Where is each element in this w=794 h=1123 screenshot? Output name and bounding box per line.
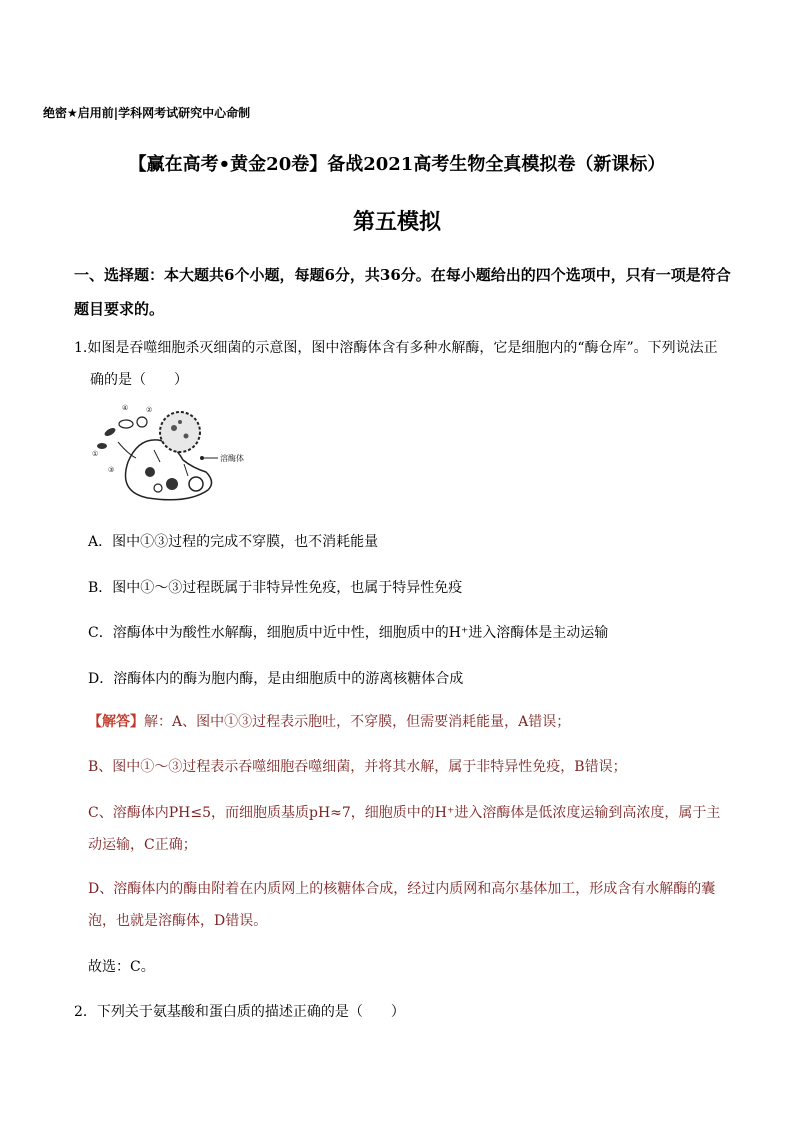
answer-line-b: B、图中①～③过程表示吞噬细胞吞噬细菌，并将其水解，属于非特异性免疫，B错误； (88, 759, 627, 775)
question-2-stem: 2．下列关于氨基酸和蛋白质的描述正确的是（ ） (74, 1004, 405, 1020)
svg-text:④: ④ (122, 404, 129, 412)
answer-line-d: D、溶酶体内的酶由附着在内质网上的核糖体合成，经过内质网和高尔基体加工，形成含有水解酶的囊泡，也就是溶酶体，D错误。 (88, 881, 716, 929)
phagocytosis-diagram (88, 402, 263, 510)
question-1-stem-line2: 确的是（ ） (90, 372, 188, 388)
answer-label: 【解答】 (88, 714, 144, 730)
svg-text:②: ② (146, 406, 153, 414)
svg-text:③: ③ (108, 466, 115, 474)
bacterium-circle (160, 412, 200, 452)
question-1-stem (74, 332, 734, 396)
option-b: B．图中①～③过程既属于非特异性免疫，也属于特异性免疫 (88, 580, 463, 596)
bacterium-small-1 (103, 426, 116, 437)
option-d: D．溶酶体内的酶为胞内酶，是由细胞质中的游离核糖体合成 (88, 671, 464, 687)
bacterium-small-2 (97, 443, 107, 449)
svg-text:①: ① (92, 450, 99, 458)
section-instructions: 一、选择题：本大题共6个小题，每题6分，共36分。在每小题给出的四个选项中，只有一项是符合题目要求的。 (74, 266, 731, 318)
exam-title: 【赢在高考•黄金20卷】备战2021高考生物全真模拟卷（新课标） (128, 154, 666, 175)
answer-line-a (88, 706, 728, 738)
answer-conclusion: 故选：C。 (88, 959, 155, 975)
option-a: A．图中①③过程的完成不穿膜，也不消耗能量 (88, 534, 379, 550)
confidential-header: 绝密★启用前|学科网考试研究中心命制 (43, 106, 251, 120)
vesicle-1 (145, 467, 155, 477)
answer-text-a: 解：A、图中①③过程表示胞吐，不穿膜，但需要消耗能量，A错误； (144, 714, 571, 730)
lysosome-label: 溶酶体 (220, 454, 244, 463)
option-c: C．溶酶体中为酸性水解酶，细胞质中近中性，细胞质中的H⁺进入溶酶体是主动运输 (88, 625, 609, 641)
vesicle-3 (154, 484, 162, 492)
question-1-stem-line1: 1.如图是吞噬细胞杀灭细菌的示意图，图中溶酶体含有多种水解酶，它是细胞内的“酶仓库”。下列说法正 (74, 340, 718, 356)
answer-line-c: C、溶酶体内PH≤5，而细胞质基质pH≈7，细胞质中的H⁺进入溶酶体是低浓度运输到高浓度，属于主动运输，C正确； (88, 805, 721, 853)
lysosome (189, 477, 203, 491)
vesicle-2 (166, 478, 178, 490)
exam-subtitle: 第五模拟 (352, 209, 441, 235)
